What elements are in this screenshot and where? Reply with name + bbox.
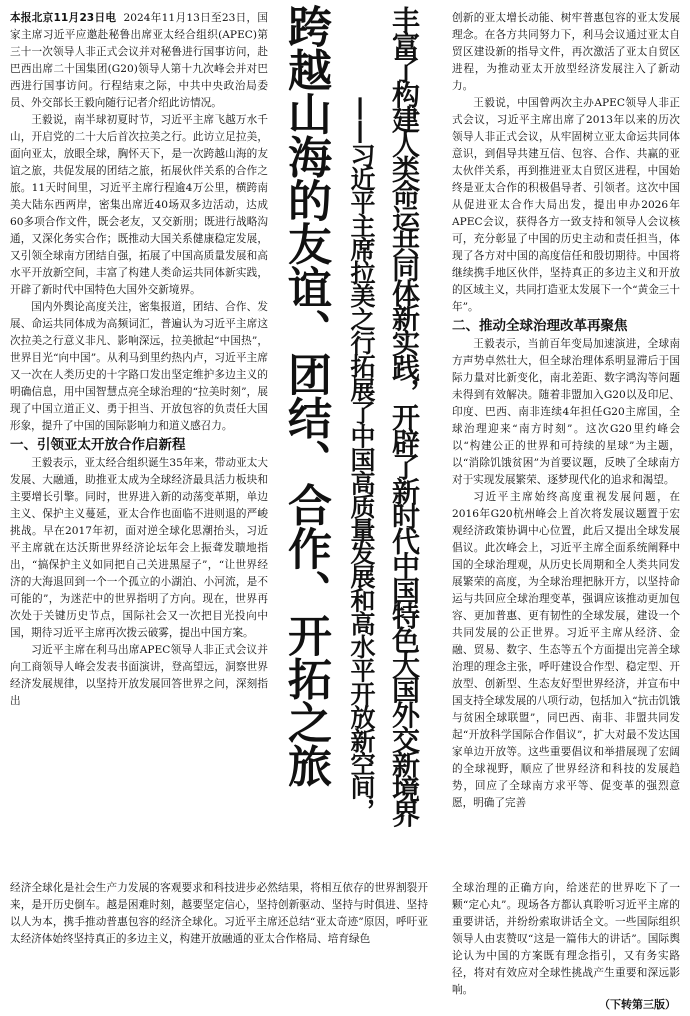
right-bottom-text [452,880,680,999]
lead-text: 2024年11月13日至23日，国家主席习近平应邀赴秘鲁出席亚太经合组织(APEC)第三十一次领导人非正式会议并对秘鲁进行国事访问，赴巴西出席二十国集团(G20)领导人第十九次峰会并对巴西进行国事访问。行程结束之际，中共中央政治局委员、外交部长王毅向随行记者介绍此访情况。 [10,12,268,109]
headline-sub-2: ——习近平主席拉美之行拓展了中国高质量发展和高水平开放新空间， [347,96,376,822]
headline-sub-1: 丰富了构建人类命运共同体新实践，开辟了新时代中国特色大国外交新境界 [388,6,421,825]
left-bottom-text [10,880,428,948]
article-paragraph: 国内外舆论高度关注，密集报道，团结、合作、发展、命运共同体成为高频词汇，普遍认为习近平主席这次拉美之行意义非凡、影响深远，拉美掀起“中国热”，世界目光“向中国”。从利马到里约热内卢，习近平主席又一次在人类历史的十字路口发出坚定维护多边主义的明确信息，用中国智慧点亮全球治理的“拉美时刻”，展现了中国立道正义、勇于担当、开放包容的负责任大国形象，提升了中国的国际影响力和道义感召力。 [10,301,268,432]
article-paragraph-continued: 全球治理的正确方向，给迷茫的世界吃下了一颗“定心丸”。现场各方都认真聆听习近平主席的重要讲话，并纷纷索取讲话全文。一些国际组织领导人由衷赞叹“这是一篇伟大的讲话”。国际舆论认为中国的方案既有理念指引，又有务实路径，将对有效应对全球性挑战产生重要和深远影响。 [452,882,680,996]
article-paragraph: 王毅表示，当前百年变局加速演进，全球南方声势卓然壮大，但全球治理体系明显滞后于国际力量对比新变化，南北差距、数字鸿沟等问题未得到有效解决。随着非盟加入G20以及印尼、印度、巴西、南非连续4年担任G20主席国，全球治理迎来“南方时刻”。这次G20里约峰会以“构建公正的世界和可持续的星球”为主题，以“消除饥饿贫困”为首要议题，反映了全球南方对于实现发展繁荣、逐梦现代化的追求和渴望。 [452,338,680,486]
left-column [10,10,268,710]
article-paragraph: 王毅表示，亚太经合组织诞生35年来，带动亚太大发展、大融通，助推亚太成为全球经济最具活力板块和主要增长引擎。同时，世界进入新的动荡变革期，单边主义、保护主义蔓延，亚太合作也面临不进则退的严峻挑战。早在2017年初，面对逆全球化思潮抬头，习近平主席就在达沃斯世界经济论坛年会上振聋发聩地指出，“搞保护主义如同把自己关进黑屋子”，“让世界经济的大海退回到一个一个孤立的小湖泊、小河流，是不可能的”，为迷茫中的世界指明了方向。现在，世界再次处于关键历史节点，国际社会又一次把目光投向中国，期待习近平主席再次拨云破雾，提出中国方案。 [10,457,268,639]
article-paragraph: 习近平主席始终高度重视发展问题，在2016年G20杭州峰会上首次将发展议题置于宏观经济政策协调中心位置，此后又提出全球发展倡议。此次峰会上，习近平主席全面系统阐释中国的全球治理观，从历史长周期和全人类共同发展繁荣的高度，为全球治理把脉开方，以坚持命运与共回应全球治理变革，强调应该推动更加包容、更加普惠、更有韧性的全球发展，建设一个共同发展的公正世界。习近平主席从经济、金融、贸易、数字、生态等五个方面提出完善全球治理的理念主张，呼吁建设合作型、稳定型、开放型、创新型、生态友好型世界经济，并宣布中国支持全球发展的八项行动，包括加入“抗击饥饿与贫困全球联盟”，同巴西、南非、非盟共同发起“开放科学国际合作倡议”，扩大对最不发达国家单边开放等。这些重要倡议和举措展现了宏阔的全球视野，顺应了世界经济和科技的发展趋势，回应了全球南方求平等、促变革的强烈意愿，明确了完善 [452,491,680,809]
article-paragraph-continued: 经济全球化是社会生产力发展的客观要求和科技进步必然结果，将相互依存的世界割裂开来，是开历史倒车。越是困难时刻，越要坚定信心，坚持创新驱动、坚持与时俱进、坚持以人为本，携手推动普惠包容的经济全球化。习近平主席还总结“亚太奇迹”原因，呼吁亚太经济体始终坚持真正的多边主义，构建开放融通的亚太合作格局、培育绿色 [10,882,428,945]
continued-notice: （下转第三版） [599,998,676,1011]
right-column [452,10,680,812]
article-paragraph: 创新的亚太增长动能、树牢普惠包容的亚太发展理念。在各方共同努力下，利马会议通过亚太自贸区建设新的指导文件，再次激活了亚太自贸区进程，为推动亚太开放型经济发展注入了新动力。 [452,12,680,92]
dateline: 本报北京11月23日电 [10,12,117,24]
headline-main: 跨越山海的友谊、团结、合作、开拓之旅 [280,4,331,787]
lead-paragraph [10,10,268,112]
article-paragraph: 王毅说，南半球初夏时节，习近平主席飞越万水千山，开启党的二十大后首次拉美之行。此访立足拉美，面向亚太，放眼全球，胸怀天下，是一次跨越山海的友谊之旅，共促发展的团结之旅，拓展伙伴关系的合作之旅。11天时间里，习近平主席行程逾4万公里，横跨南美大陆东西两岸，密集出席近40场双多边活动，达成60多项合作文件，既会老友，又交新朋；既进行战略沟通，又深化务实合作；既推动大国关系健康稳定发展，又引领全球南方团结自强，拓展了中国高质量发展和高水平开放新空间，丰富了构建人类命运共同体新实践，开辟了新时代中国特色大国外交新境界。 [10,114,268,296]
article-paragraph: 王毅说，中国曾两次主办APEC领导人非正式会议，习近平主席出席了2013年以来的历次领导人非正式会议，从牢固树立亚太命运共同体意识，到倡导共建互信、包容、合作、共赢的亚太伙伴关系，再到推进亚太自贸区进程，中国始终是亚太合作的积极倡导者、引领者。这次中国从促进亚太合作大局出发，提出申办2026年APEC会议，获得各方一致支持和领导人会议核可，充分彰显了中国的历史主动和责任担当，体现了各方对中国的高度信任和殷切期待。中国将继续携手地区伙伴，坚持真正的多边主义和开放的区域主义，共同打造亚太发展下一个“黄金三十年”。 [452,97,680,313]
section-heading-2: 二、推动全球治理改革再聚焦 [452,318,628,334]
section-heading-1: 一、引领亚太开放合作启新程 [10,437,186,453]
article-paragraph: 习近平主席在利马出席APEC领导人非正式会议并向工商领导人峰会发表书面演讲，登高望远，洞察世界经济发展规律，以坚持开放发展回答世界之问，深刻指出 [10,644,268,707]
